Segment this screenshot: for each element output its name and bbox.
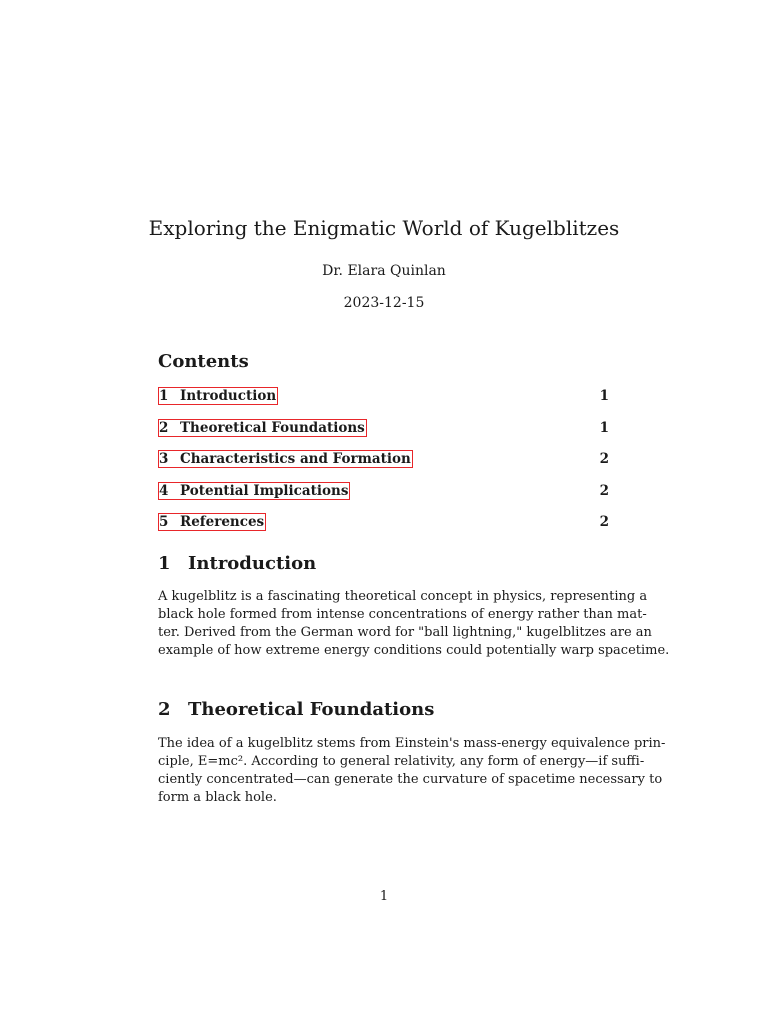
- toc-entry-number: 3: [159, 451, 169, 467]
- section-number: 2: [158, 699, 171, 720]
- toc-entry-number: 5: [159, 514, 169, 530]
- toc-entry: [158, 511, 609, 543]
- toc-entry-page: 1: [599, 419, 609, 436]
- toc-entry-page: 2: [599, 451, 609, 467]
- paragraph-line: black hole formed from intense concentrations of energy rather than mat-: [158, 607, 647, 622]
- section-title: Theoretical Foundations: [188, 699, 435, 720]
- paragraph-line: ter. Derived from the German word for "ball lightning," kugelblitzes are an: [158, 625, 652, 640]
- document-title: Exploring the Enigmatic World of Kugelblitzes: [148, 216, 620, 240]
- toc-entry-label: Potential Implications: [180, 482, 349, 499]
- toc-entry-number: 2: [159, 419, 169, 436]
- document-date: 2023-12-15: [343, 295, 425, 311]
- section-heading-introduction: [158, 553, 316, 574]
- toc-entry-label: References: [180, 514, 265, 530]
- page-number: 1: [379, 889, 389, 904]
- toc-entry-label: Introduction: [180, 388, 277, 404]
- toc-link-introduction[interactable]: [158, 387, 278, 405]
- toc-link-references[interactable]: [158, 513, 266, 531]
- paragraph-line: ciently concentrated—can generate the curvature of spacetime necessary to: [158, 772, 663, 787]
- toc-entry: [158, 417, 609, 449]
- toc-entry-number: 1: [159, 388, 169, 404]
- section-title: Introduction: [188, 553, 317, 574]
- document-author: Dr. Elara Quinlan: [322, 263, 446, 279]
- paragraph-line: The idea of a kugelblitz stems from Einstein's mass-energy equivalence prin-: [158, 736, 666, 751]
- toc-entry-page: 2: [599, 514, 609, 530]
- section-paragraph-introduction: [158, 588, 670, 660]
- contents-heading: Contents: [158, 351, 249, 372]
- toc-entry: [158, 480, 609, 512]
- toc-link-theoretical-foundations[interactable]: [158, 419, 367, 437]
- section-number: 1: [158, 553, 171, 574]
- section-heading-theoretical-foundations: [158, 699, 434, 720]
- section-paragraph-theoretical-foundations: [158, 735, 666, 807]
- paragraph-line: A kugelblitz is a fascinating theoretical concept in physics, representing a: [158, 589, 648, 604]
- toc-entry-number: 4: [159, 482, 169, 499]
- toc-entry: [158, 385, 609, 417]
- toc-entry-label: Characteristics and Formation: [180, 451, 411, 467]
- toc-entry-label: Theoretical Foundations: [180, 419, 365, 436]
- paragraph-line: form a black hole.: [158, 790, 277, 805]
- toc-entry-page: 1: [599, 388, 609, 404]
- toc-link-potential-implications[interactable]: [158, 482, 350, 500]
- toc-entry-page: 2: [599, 482, 609, 499]
- table-of-contents: [158, 385, 609, 543]
- toc-link-characteristics-and-formation[interactable]: [158, 450, 413, 468]
- paragraph-line: ciple, E=mc². According to general relativity, any form of energy—if suffi-: [158, 754, 645, 769]
- paragraph-line: example of how extreme energy conditions could potentially warp spacetime.: [158, 643, 670, 658]
- toc-entry: [158, 448, 609, 480]
